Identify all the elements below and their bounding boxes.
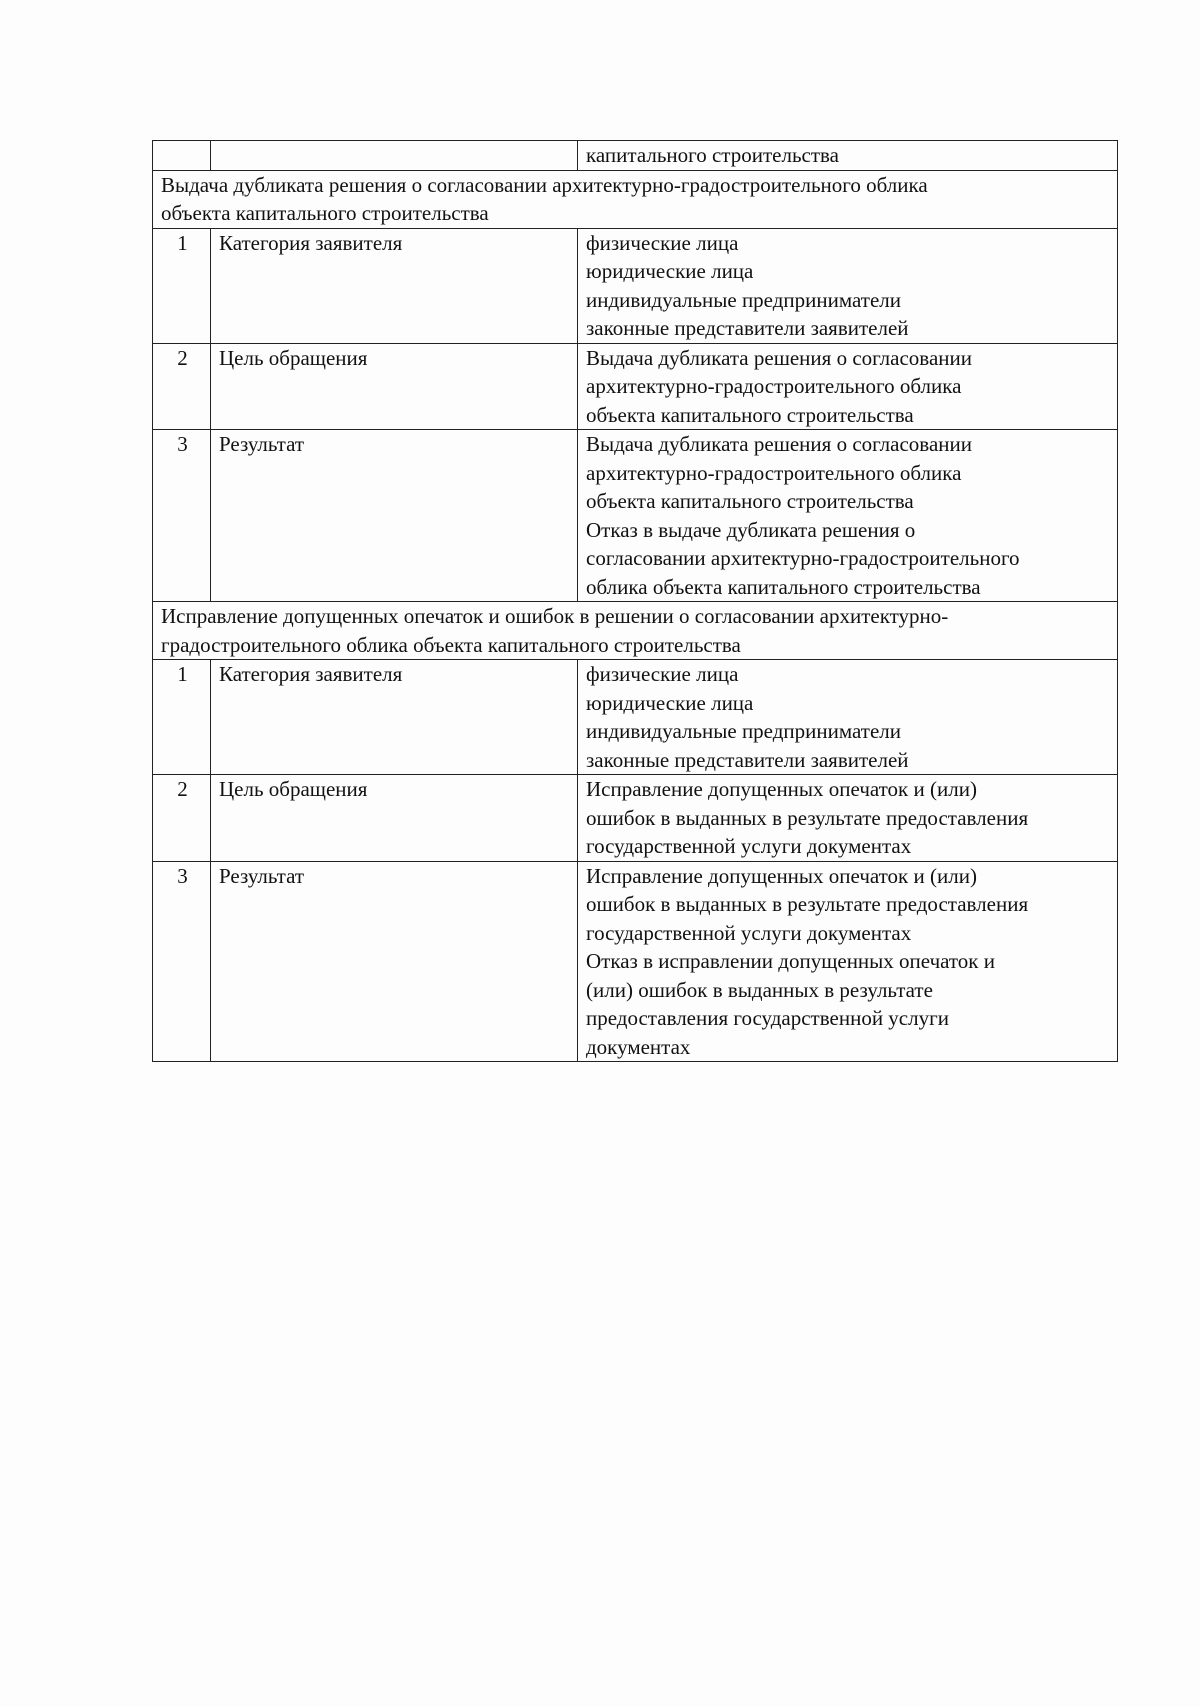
section-header-row <box>153 170 1118 228</box>
parameter-value-cell <box>578 228 1118 343</box>
parameter-label-cell: Категория заявителя <box>211 228 578 343</box>
row-number-cell: 3 <box>153 430 211 602</box>
table-row <box>153 228 1118 343</box>
value-line: физические лица <box>586 662 739 686</box>
value-line: архитектурно-градостроительного облика <box>586 374 962 398</box>
continuation-row <box>153 141 1118 171</box>
value-line: облика объекта капитального строительства <box>586 574 981 599</box>
value-line: согласовании архитектурно-градостроительного <box>586 546 1020 570</box>
value-line: Выдача дубликата решения о согласовании <box>586 432 972 456</box>
section-title <box>153 602 1118 660</box>
value-line: Отказ в исправлении допущенных опечаток и <box>586 949 995 973</box>
section-title-line: Исправление допущенных опечаток и ошибок в решении о согласовании архитектурно- <box>161 604 949 628</box>
row-number-cell: 1 <box>153 660 211 775</box>
value-line: физические лица <box>586 230 739 255</box>
value-line: объекта капитального строительства <box>586 489 914 513</box>
section-title-line: Выдача дубликата решения о согласовании архитектурно-градостроительного облика <box>161 172 928 197</box>
parameter-value-cell <box>578 775 1118 862</box>
parameter-value-cell <box>578 141 1118 171</box>
row-number-cell: 2 <box>153 775 211 862</box>
parameter-label-cell <box>211 141 578 171</box>
section-title <box>153 170 1118 228</box>
value-line: Исправление допущенных опечаток и (или) <box>586 777 977 801</box>
value-line: ошибок в выданных в результате предоставления <box>586 892 1029 916</box>
parameter-value-cell <box>578 861 1118 1062</box>
value-line: законные представители заявителей <box>586 316 909 340</box>
row-number-cell: 2 <box>153 343 211 430</box>
value-line: ошибок в выданных в результате предоставления <box>586 805 1029 830</box>
parameter-value-cell <box>578 660 1118 775</box>
value-line: архитектурно-градостроительного облика <box>586 460 962 485</box>
section-title-line: градостроительного облика объекта капитального строительства <box>161 632 741 657</box>
parameter-label-cell: Цель обращения <box>211 775 578 862</box>
row-number-cell: 3 <box>153 861 211 1062</box>
value-line: государственной услуги документах <box>586 920 912 945</box>
value-line: предоставления государственной услуги <box>586 1006 949 1030</box>
value-line: Отказ в выдаче дубликата решения о <box>586 517 916 542</box>
row-number-cell: 1 <box>153 228 211 343</box>
value-line: юридические лица <box>586 690 754 715</box>
row-number-cell <box>153 141 211 171</box>
parameter-label-cell: Результат <box>211 861 578 1062</box>
value-line: законные представители заявителей <box>586 747 909 772</box>
value-line: (или) ошибок в выданных в результате <box>586 977 933 1002</box>
table-row <box>153 775 1118 862</box>
value-line: индивидуальные предприниматели <box>586 719 901 743</box>
value-line: индивидуальные предприниматели <box>586 287 901 312</box>
table-row <box>153 861 1118 1062</box>
service-parameters-table <box>152 140 1118 1062</box>
value-line: объекта капитального строительства <box>586 402 914 427</box>
section-title-line: объекта капитального строительства <box>161 201 489 225</box>
parameter-label-cell: Цель обращения <box>211 343 578 430</box>
table-row <box>153 343 1118 430</box>
table-row <box>153 430 1118 602</box>
table-row <box>153 660 1118 775</box>
value-line: юридические лица <box>586 259 754 283</box>
section-header-row <box>153 602 1118 660</box>
parameter-label-cell: Результат <box>211 430 578 602</box>
value-line: документах <box>586 1034 691 1059</box>
value-line: государственной услуги документах <box>586 834 912 858</box>
value-line: Исправление допущенных опечаток и (или) <box>586 863 977 888</box>
value-line: Выдача дубликата решения о согласовании <box>586 345 972 370</box>
parameter-value-cell <box>578 430 1118 602</box>
parameter-value-cell <box>578 343 1118 430</box>
parameter-label-cell: Категория заявителя <box>211 660 578 775</box>
value-line: капитального строительства <box>586 143 839 167</box>
